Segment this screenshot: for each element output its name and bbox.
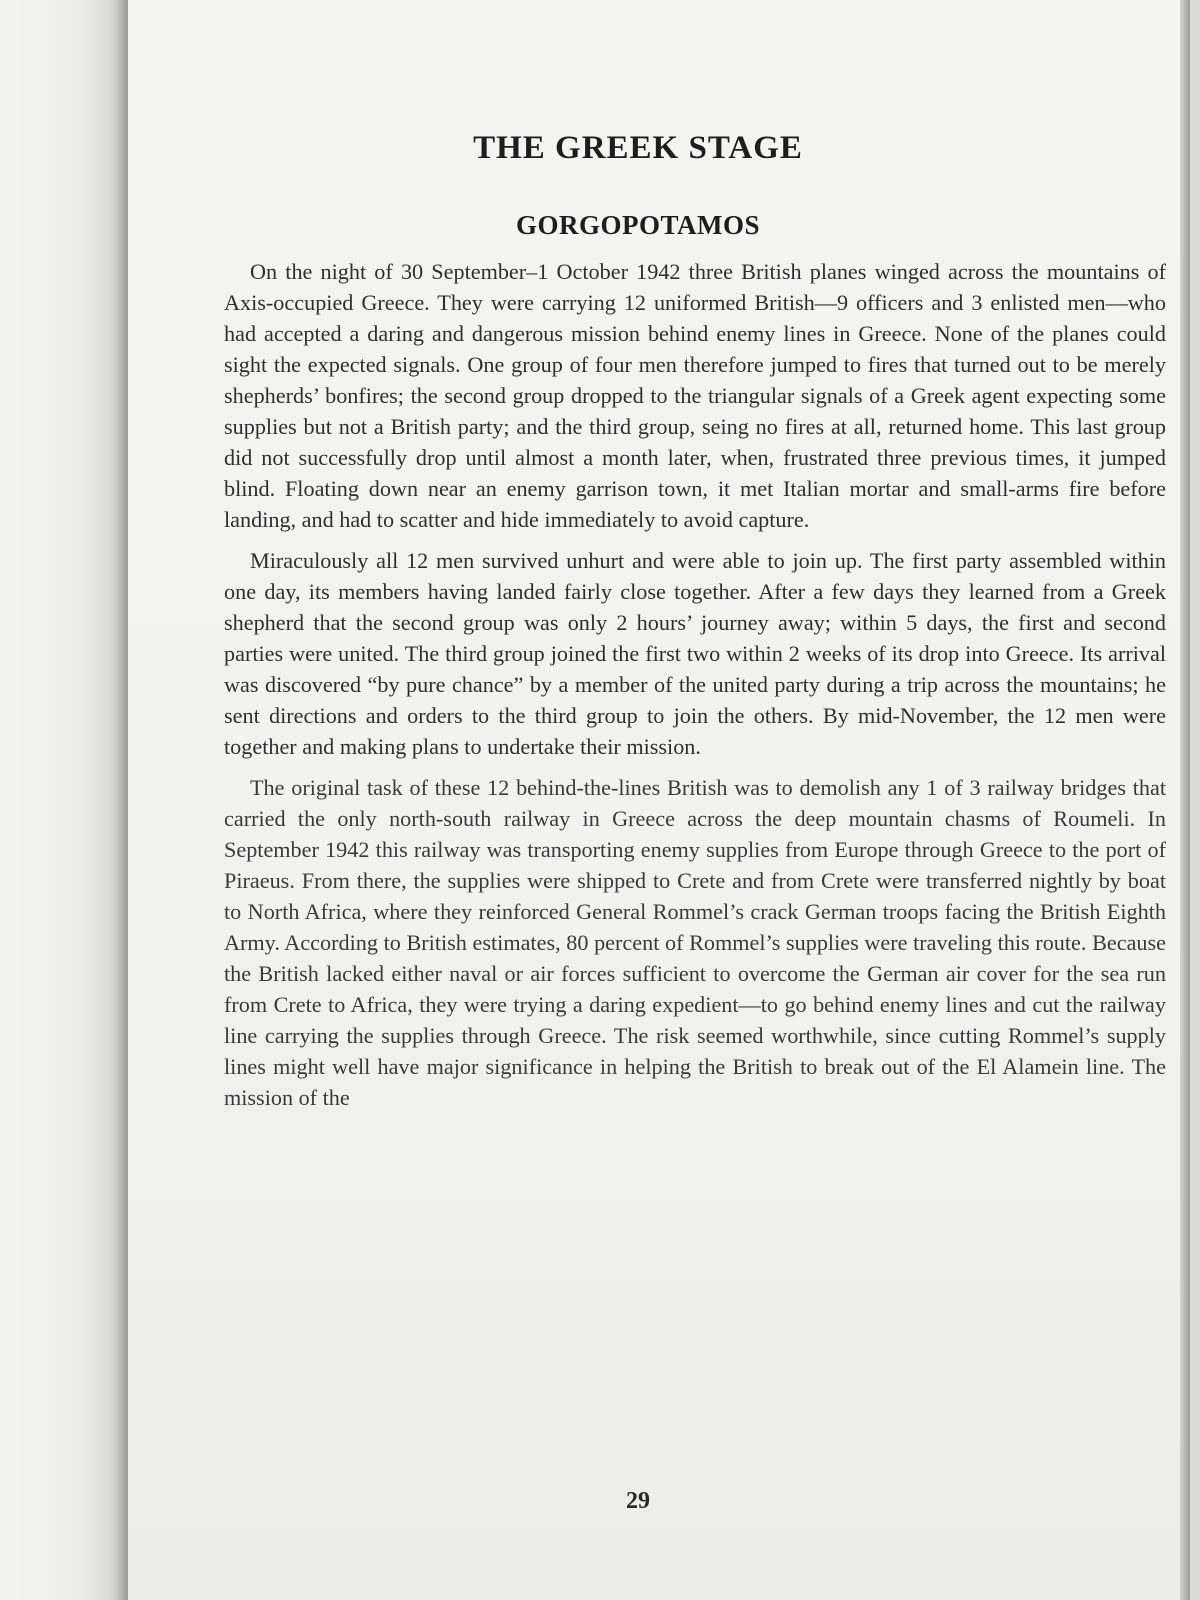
paragraph-3: The original task of these 12 behind-the-lines British was to demolish any 1 of 3 railway bridges that carried the only north-south railway in Greece across the deep mountain chasms of Roumeli. In September 1942 this railway was transporting enemy supplies from Europe through Greece to the port of Piraeus. From there, the supplies were shipped to Crete and from Crete were transferred nightly by boat to North Africa, where they reinforced General Rommel’s crack German troops facing the British Eighth Army. According to British estimates, 80 percent of Rommel’s supplies were traveling this route. Because the British lacked either naval or air forces sufficient to overcome the German air cover for the sea run from Crete to Africa, they were trying a daring expedient—to go behind enemy lines and cut the railway line carrying the supplies through Greece. The risk seemed worthwhile, since cutting Rommel’s supply lines might well have major significance in helping the British to break out of the El Alamein line. The mission of the	[224, 775, 1166, 1110]
right-page-edge	[1180, 0, 1190, 1600]
chapter-title: THE GREEK STAGE	[473, 130, 803, 166]
section-title: GORGOPOTAMOS	[515, 210, 760, 240]
body-text	[224, 256, 1166, 1123]
binding-shadow	[114, 0, 128, 1600]
page-number: 29	[626, 1488, 650, 1514]
left-page-edge	[0, 0, 128, 1600]
book-page	[128, 0, 1190, 1600]
paragraph-1: On the night of 30 September–1 October 1942 three British planes winged across the mountains of Axis-occupied Greece. They were carrying 12 uniformed British—9 officers and 3 enlisted men—who had accepted a daring and dangerous mission behind enemy lines in Greece. None of the planes could sight the expected signals. One group of four men therefore jumped to fires that turned out to be merely shepherds’ bonfires; the second group dropped to the triangular signals of a Greek agent expecting some supplies but not a British party; and the third group, seing no fires at all, returned home. This last group did not successfully drop until almost a month later, when, frustrated three previous times, it jumped blind. Floating down near an enemy garrison town, it met Italian mortar and small-arms fire before landing, and had to scatter and hide immediately to avoid capture.	[224, 259, 1166, 532]
paragraph-2: Miraculously all 12 men survived unhurt and were able to join up. The first party assembled within one day, its members having landed fairly close together. After a few days they learned from a Greek shepherd that the second group was only 2 hours’ journey away; within 5 days, the first and second parties were united. The third group joined the first two within 2 weeks of its drop into Greece. Its arrival was discovered “by pure chance” by a member of the united party during a trip across the mountains; he sent directions and orders to the third group to join the others. By mid-November, the 12 men were together and making plans to undertake their mission.	[224, 548, 1166, 759]
